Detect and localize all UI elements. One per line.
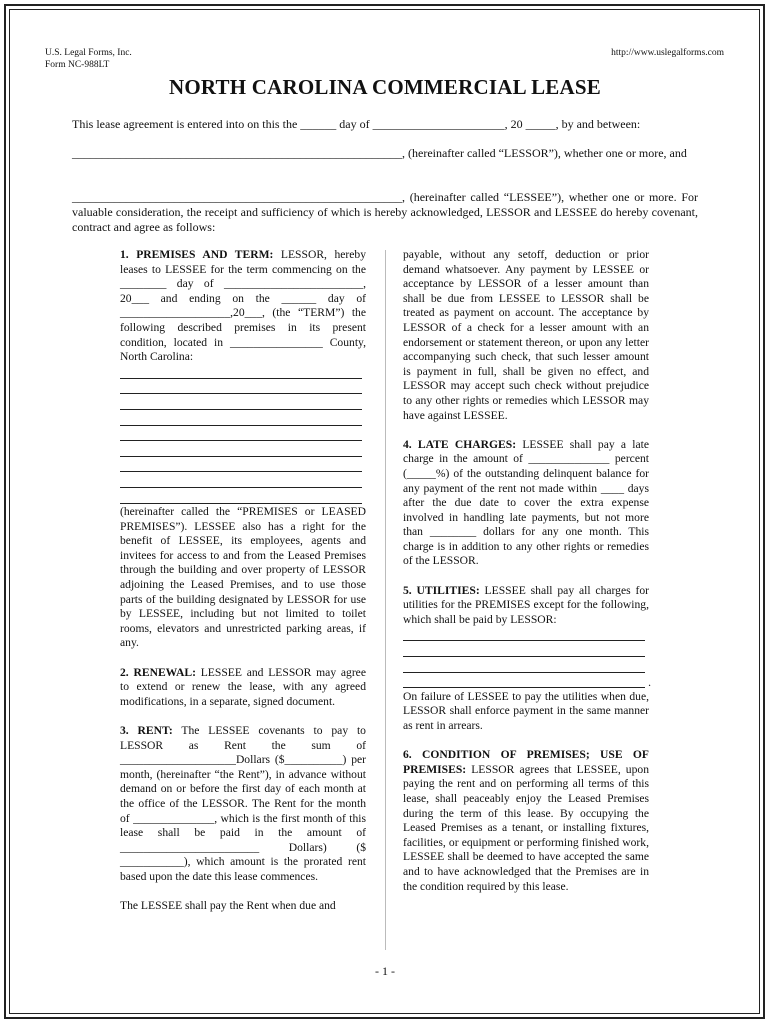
blank-line [120, 412, 362, 426]
rent-continued-2: payable, without any setoff, deduction or prior demand whatsoever. Any payment by LESSEE or acceptance by LESSOR of a lesser amount than shall be due from LESSEE to LESSOR shall be treated as payment on account. The acceptance by LESSOR of a check for a lesser amount with an endorsement or statement thereon, or upon any letter accompanying such check, that such lesser amount is payment in full, shall be given no effect, and LESSOR may accept such check without prejudice to any other rights or remedies which LESSOR may have against LESSEE. [403, 248, 649, 422]
rent-continued: The LESSEE shall pay the Rent when due and [120, 899, 336, 913]
renewal-text: LESSEE and LESSOR may agree to extend or renew the lease, with any agreed modifications, in a separate, signed document. [120, 665, 366, 708]
lessee-line: _______________________________________________________, (hereinafter called “LESSEE”), whether one or more. For valuable consideration, the receipt and sufficiency of which is hereby acknowledged, LESSOR and LESSEE do hereby covenant, contract and agree as follows: [72, 190, 698, 234]
premises-continued: (hereinafter called the “PREMISES or LEASED PREMISES”). LESSEE also has a right for the benefit of LESSEE, its employees, agents and invitees for access to and from the Leased Premises through the building and over property of LESSOR adjoining the Leased Premises, and to use those parts of the building designated by LESSOR for use by LESSEE, including but not limited to toilet rooms, elevators and unrestricted parking areas, if any. [120, 505, 366, 650]
document-title: NORTH CAROLINA COMMERCIAL LEASE [169, 75, 601, 99]
blank-line [120, 490, 362, 504]
section-condition [403, 748, 649, 894]
section-late-charges [403, 438, 649, 569]
right-column [403, 248, 649, 894]
company-name: U.S. Legal Forms, Inc. [45, 48, 132, 58]
header-url[interactable]: http://www.uslegalforms.com [611, 48, 724, 58]
lessee-clause [72, 190, 698, 235]
blank-line [120, 365, 362, 379]
blank-line [403, 674, 651, 689]
premises-heading: 1. PREMISES AND TERM: [120, 248, 274, 261]
blank-line [120, 396, 362, 410]
blank-line [403, 659, 645, 673]
form-number: Form NC-988LT [45, 60, 110, 70]
lessor-clause [72, 146, 698, 161]
blank-line [403, 643, 645, 657]
utilities-text: LESSEE shall pay all charges for utilities for the PREMISES except for the following, which shall be paid by LESSOR: [403, 583, 649, 626]
late-charges-heading: 4. LATE CHARGES: [403, 437, 517, 451]
section-rent [120, 724, 366, 885]
lessor-line: _______________________________________________________, (hereinafter called “LESSOR”), whether one or more, and [72, 146, 687, 160]
section-utilities [403, 584, 649, 628]
blank-line [120, 380, 362, 394]
condition-text: LESSOR agrees that LESSEE, upon paying the rent and on performing all terms of this lease, shall peaceably enjoy the Leased Premises during the term of this lease. By occupying the Leased Premises as a tenant, or installing fixtures, facilities, or equipment or performing finished work, LESSEE shall be deemed to have accepted the same and to have acknowledged that the Premises are in the condition required by this lease. [403, 762, 649, 893]
rent-heading: 3. RENT: [120, 724, 173, 737]
rent-text: The LESSEE covenants to pay to LESSOR as Rent the sum of ____________________Dollars ($__________) per month, (hereinafter “the Rent”), in advance without demand on or before the first day of each month at the office of the LESSOR. The Rent for the month of ______________, which is the first month of this lease shall be paid in the amount of ________________________ Dollars) ($ ___________), which amount is the prorated rent based upon the date this lease commences. [120, 724, 366, 883]
blank-line [403, 627, 645, 641]
intro-line: This lease agreement is entered into on this the ______ day of ______________________, 20 _____, by and between: [72, 117, 641, 131]
form-header-left [45, 47, 132, 71]
premises-text: LESSOR, hereby leases to LESSEE for the term commencing on the ________ day of ________________________, 20___ and ending on the ______ day of ___________________,20___, (the “TERM”) the following described premises in its present condition, located in ________________ County, North Carolina: [120, 248, 367, 364]
column-divider [385, 250, 386, 950]
utilities-period: . [648, 675, 651, 689]
intro-section [72, 117, 698, 132]
page-number: - 1 - [375, 964, 395, 978]
utilities-heading: 5. UTILITIES: [403, 583, 480, 597]
condition-heading: 6. CONDITION OF PREMISES; USE OF PREMISES: [403, 748, 649, 776]
section-renewal [120, 666, 366, 710]
section-premises [120, 248, 366, 365]
blank-line [120, 427, 362, 441]
renewal-heading: 2. RENEWAL: [120, 665, 196, 679]
premises-description-lines [120, 365, 366, 504]
blank-line [120, 474, 362, 488]
blank-line [120, 458, 362, 472]
late-charges-text: LESSEE shall pay a late charge in the amount of ______________ percent (_____%) of the outstanding delinquent balance for any payment of the rent not made within ____ days after the due date to cover the extra expense involved in handling late payments, but not more than ________ dollars for any one month. This charge is in addition to any other rights or remedies of the LESSOR. [403, 437, 649, 568]
utilities-exception-lines [403, 627, 649, 688]
utilities-continued: On failure of LESSEE to pay the utilities when due, LESSOR shall enforce payment in the same manner as rent in arrears. [403, 689, 649, 732]
blank-line [120, 443, 362, 457]
left-column [120, 248, 366, 914]
